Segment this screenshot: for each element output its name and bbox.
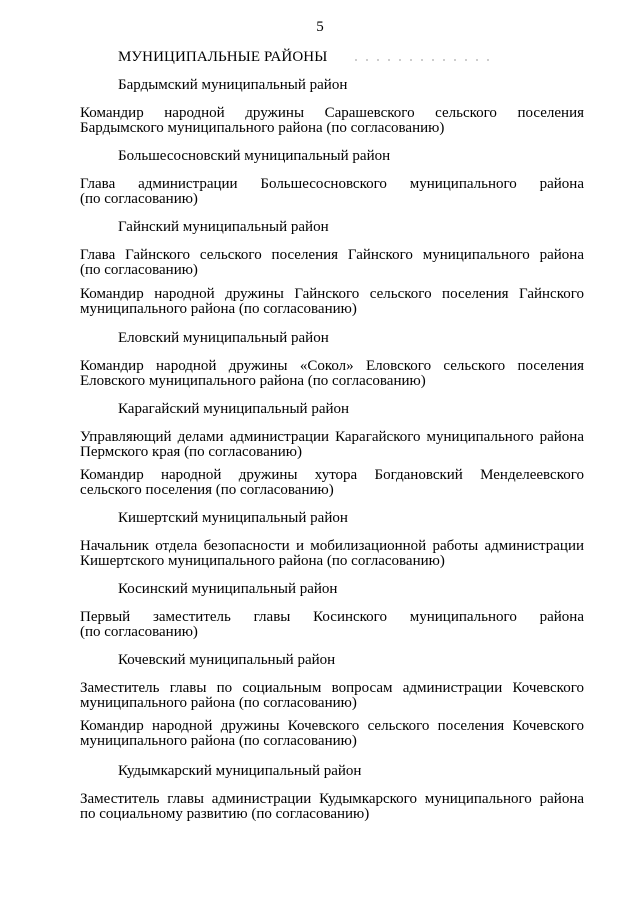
district-heading: Кудымкарский муниципальный район xyxy=(118,763,362,779)
district-heading: Бардымский муниципальный район xyxy=(118,77,348,93)
entry-line: Заместитель главы по социальным вопросам администрации Кочевского xyxy=(80,680,584,696)
district-heading: Гайнский муниципальный район xyxy=(118,219,329,235)
entry-line: (по согласованию) xyxy=(80,191,198,207)
member-entry xyxy=(80,248,584,278)
entry-line: Командир народной дружины Гайнского сельского поселения Гайнского xyxy=(80,286,584,302)
entry-line: Глава Гайнского сельского поселения Гайнского муниципального района xyxy=(80,247,584,263)
member-entry xyxy=(80,681,584,711)
entry-line: Командир народной дружины «Сокол» Еловского сельского поселения xyxy=(80,358,584,374)
entry-line: муниципального района (по согласованию) xyxy=(80,695,357,711)
entry-line: Еловского муниципального района (по согласованию) xyxy=(80,373,426,389)
member-entry xyxy=(80,468,584,498)
scan-noise xyxy=(355,59,495,61)
entry-line: Начальник отдела безопасности и мобилизационной работы администрации xyxy=(80,538,584,554)
district-heading: Большесосновский муниципальный район xyxy=(118,148,391,164)
entry-line: Пермского края (по согласованию) xyxy=(80,444,302,460)
member-entry xyxy=(80,610,584,640)
entry-line: Управляющий делами администрации Карагайского муниципального района xyxy=(80,429,584,445)
member-entry xyxy=(80,287,584,317)
district-heading: Еловский муниципальный район xyxy=(118,330,329,346)
entry-line: Первый заместитель главы Косинского муниципального района xyxy=(80,609,584,625)
entry-line: муниципального района (по согласованию) xyxy=(80,733,357,749)
entry-line: Командир народной дружины Сарашевского сельского поселения xyxy=(80,105,584,121)
entry-line: Командир народной дружины Кочевского сельского поселения Кочевского xyxy=(80,718,584,734)
entry-line: Заместитель главы администрации Кудымкарского муниципального района xyxy=(80,791,584,807)
district-heading: Косинский муниципальный район xyxy=(118,581,338,597)
member-entry xyxy=(80,430,584,460)
district-heading: Кочевский муниципальный район xyxy=(118,652,336,668)
district-heading: Кишертский муниципальный район xyxy=(118,510,348,526)
entry-line: Кишертского муниципального района (по согласованию) xyxy=(80,553,445,569)
member-entry xyxy=(80,177,584,207)
entry-line: Бардымского муниципального района (по согласованию) xyxy=(80,120,445,136)
member-entry xyxy=(80,719,584,749)
member-entry xyxy=(80,792,584,822)
entry-line: сельского поселения (по согласованию) xyxy=(80,482,334,498)
member-entry xyxy=(80,106,584,136)
entry-line: (по согласованию) xyxy=(80,624,198,640)
member-entry xyxy=(80,539,584,569)
entry-line: муниципального района (по согласованию) xyxy=(80,301,357,317)
entry-line: Глава администрации Большесосновского муниципального района xyxy=(80,176,584,192)
member-entry xyxy=(80,359,584,389)
page-number: 5 xyxy=(316,19,324,35)
section-title: МУНИЦИПАЛЬНЫЕ РАЙОНЫ xyxy=(118,49,328,65)
entry-line: (по согласованию) xyxy=(80,262,198,278)
district-heading: Карагайский муниципальный район xyxy=(118,401,350,417)
entry-line: по социальному развитию (по согласованию) xyxy=(80,806,370,822)
entry-line: Командир народной дружины хутора Богдановский Менделеевского xyxy=(80,467,584,483)
